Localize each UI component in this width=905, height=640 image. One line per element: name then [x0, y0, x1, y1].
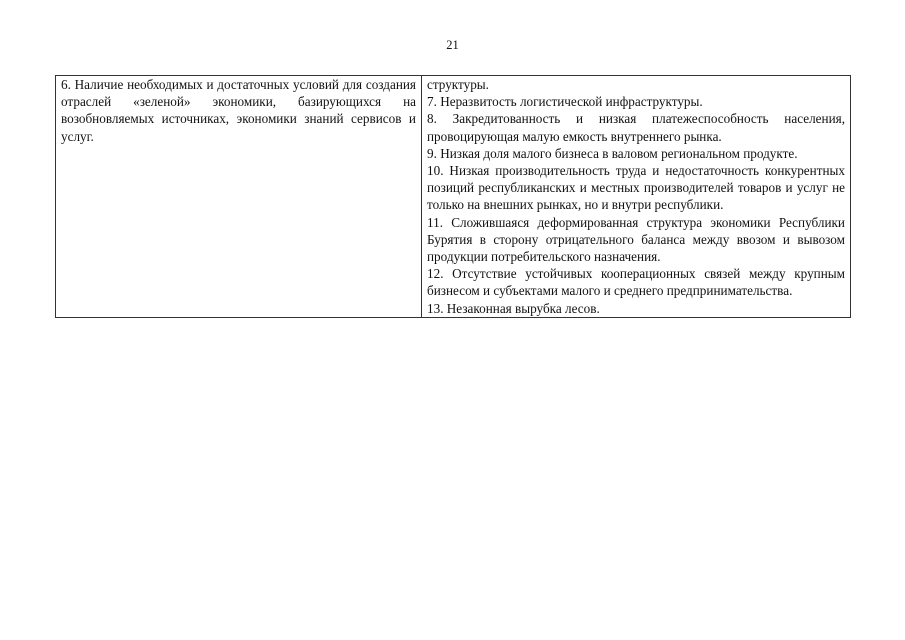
page-number: 21	[446, 38, 459, 52]
list-item: 9. Низкая доля малого бизнеса в валовом региональном продукте.	[427, 145, 798, 161]
document-table	[55, 75, 851, 318]
right-cell	[422, 76, 851, 318]
table-row	[56, 76, 851, 318]
list-item: 6. Наличие необходимых и достаточных условий для создания отраслей «зеленой» экономики, базирующихся на возобновляемых источниках, экономики знаний сервисов и услуг.	[61, 77, 416, 144]
list-item: 7. Неразвитость логистической инфраструктуры.	[427, 94, 703, 110]
left-cell	[56, 76, 422, 318]
list-item: 8. Закредитованность и низкая платежеспособность населения, провоцирующая малую емкость внутреннего рынка.	[427, 111, 845, 144]
right-cell-text	[427, 76, 845, 317]
list-item-continuation: структуры.	[427, 77, 489, 92]
left-cell-text	[61, 76, 416, 145]
list-item: 10. Низкая производительность труда и недостаточность конкурентных позиций республиканских и местных производителей товаров и услуг не только на внешних рынках, но и внутри республики.	[427, 163, 845, 213]
list-item: 11. Сложившаяся деформированная структура экономики Республики Бурятия в сторону отрицательного баланса между ввозом и вывозом продукции потребительского назначения.	[427, 214, 845, 265]
list-item: 12. Отсутствие устойчивых кооперационных связей между крупным бизнесом и субъектами малого и среднего предпринимательства.	[427, 266, 845, 299]
list-item: 13. Незаконная вырубка лесов.	[427, 300, 600, 316]
